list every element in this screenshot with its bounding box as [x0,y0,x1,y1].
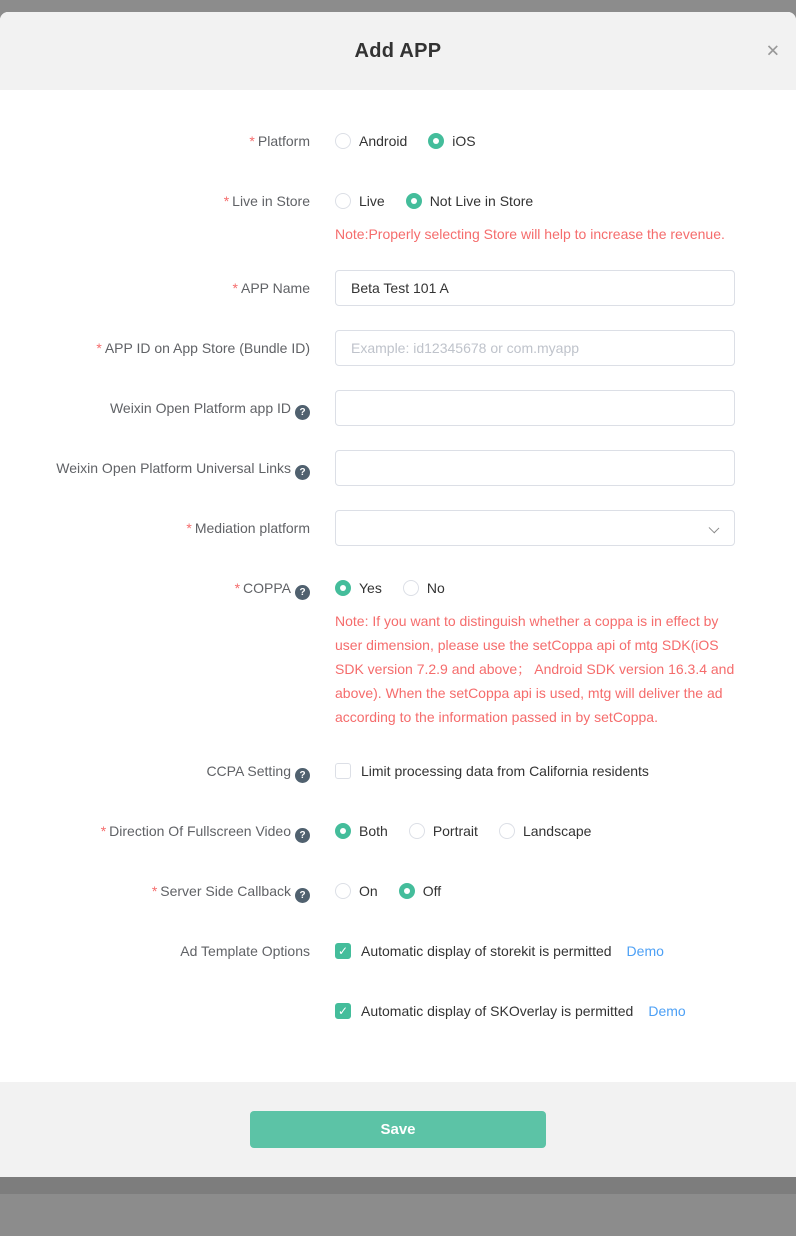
radio-store-live[interactable] [335,193,385,209]
radio-unselected-icon [335,883,351,899]
radio-unselected-icon [499,823,515,839]
form-row-coppa [0,570,796,729]
radio-label: Off [422,883,442,899]
radio-label: Yes [359,580,382,596]
storekit-checkbox[interactable] [335,943,612,959]
live-in-store-label [0,183,310,246]
label-text: Weixin Open Platform app ID [109,400,291,416]
radio-label: Portrait [432,823,478,839]
platform-label [0,123,310,159]
form-row-weixin-app-id [0,390,796,426]
radio-selected-icon [428,133,444,149]
storekit-demo-link[interactable]: Demo [626,943,664,959]
form-row-live-in-store [0,183,796,246]
checkbox-unchecked-icon [335,763,351,779]
label-text: Ad Template Options [180,943,310,959]
radio-selected-icon [406,193,422,209]
radio-label: Landscape [522,823,592,839]
radio-unselected-icon [403,580,419,596]
add-app-modal [0,12,796,1177]
page-backdrop-bottom [0,1177,796,1194]
radio-label: On [359,883,378,899]
radio-label: Android [359,133,408,149]
form-row-weixin-universal-links [0,450,796,486]
radio-selected-icon [335,580,351,596]
empty-label [0,993,310,1029]
radio-callback-on[interactable] [335,883,378,899]
close-icon[interactable]: ✕ [765,41,780,61]
radio-direction-both[interactable] [335,823,388,839]
form-row-ccpa [0,753,796,789]
app-name-label [0,270,310,306]
form-row-direction [0,813,796,849]
label-text: Weixin Open Platform Universal Links [56,460,291,476]
form-row-ad-template-storekit [0,933,796,969]
coppa-note: Note: If you want to distinguish whether a coppa is in effect by user dimension, please use the setCoppa api of mtg SDK(iOS SDK version 7.2.9 and above； Android SDK version 16.3.4 and above). When the setCoppa api is used, mtg will deliver the ad according to the information passed in by setCoppa. [335,613,735,725]
skoverlay-checkbox[interactable] [335,1003,633,1019]
radio-unselected-icon [409,823,425,839]
coppa-label [0,570,310,729]
radio-selected-icon [335,823,351,839]
ad-template-label [0,933,310,969]
direction-label [0,813,310,849]
modal-header [0,12,796,90]
required-asterisk: * [232,280,238,296]
required-asterisk: * [249,133,255,149]
form-row-server-callback [0,873,796,909]
skoverlay-demo-link[interactable]: Demo [648,1003,686,1019]
checkbox-label: Limit processing data from California residents [361,763,649,779]
bundle-id-input[interactable] [335,330,735,366]
modal-footer [0,1082,796,1177]
form-row-app-name [0,270,796,306]
radio-unselected-icon [335,133,351,149]
required-asterisk: * [223,193,230,209]
radio-platform-ios[interactable] [428,133,475,149]
help-icon[interactable]: ? [295,585,310,600]
label-text: Direction Of Fullscreen Video [109,823,291,839]
live-in-store-note: Note:Properly selecting Store will help to increase the revenue. [335,226,725,242]
label-text: APP Name [241,280,310,296]
required-asterisk: * [186,520,192,536]
label-text: Platform [257,133,310,149]
required-asterisk: * [100,823,107,839]
radio-direction-landscape[interactable] [499,823,592,839]
chevron-down-icon [709,523,720,534]
required-asterisk: * [96,340,102,356]
radio-label: iOS [452,133,476,149]
help-icon[interactable]: ? [295,888,310,903]
form-row-platform [0,123,796,159]
weixin-universal-links-input[interactable] [335,450,735,486]
radio-store-not-live[interactable] [406,193,534,209]
radio-selected-icon [399,883,415,899]
checkbox-checked-icon: ✓ [335,943,351,959]
mediation-platform-select[interactable] [335,510,735,546]
add-app-form [0,90,796,1082]
label-text: Live in Store [232,193,310,209]
help-icon[interactable]: ? [295,405,310,420]
radio-direction-portrait[interactable] [409,823,478,839]
radio-unselected-icon [335,193,351,209]
help-icon[interactable]: ? [295,828,310,843]
radio-label: No [426,580,445,596]
label-text: APP ID on App Store (Bundle ID) [104,340,310,356]
help-icon[interactable]: ? [295,465,310,480]
form-row-ad-template-skoverlay [0,993,796,1029]
label-text: CCPA Setting [206,763,291,779]
label-text: Mediation platform [194,520,310,536]
page-backdrop-top [0,0,796,12]
checkbox-checked-icon: ✓ [335,1003,351,1019]
radio-label: Live [359,193,385,209]
weixin-app-id-label [0,390,310,426]
checkbox-label: Automatic display of SKOverlay is permitted [361,1003,634,1019]
radio-platform-android[interactable] [335,133,407,149]
help-icon[interactable]: ? [295,768,310,783]
mediation-platform-label [0,510,310,546]
checkbox-label: Automatic display of storekit is permitted [361,943,612,959]
app-name-input[interactable] [335,270,735,306]
save-button[interactable]: Save [250,1111,546,1148]
label-text: COPPA [243,580,291,596]
modal-title: Add APP [354,39,442,62]
server-callback-label [0,873,310,909]
ccpa-checkbox[interactable] [335,763,649,779]
required-asterisk: * [234,580,241,596]
weixin-universal-links-label [0,450,310,486]
radio-label: Both [359,823,388,839]
form-row-mediation-platform [0,510,796,546]
required-asterisk: * [151,883,158,899]
radio-label: Not Live in Store [429,193,534,209]
radio-coppa-no[interactable] [403,580,445,596]
radio-coppa-yes[interactable] [335,580,382,596]
form-row-bundle-id [0,330,796,366]
weixin-app-id-input[interactable] [335,390,735,426]
bundle-id-label [0,330,310,366]
ccpa-label [0,753,310,789]
radio-callback-off[interactable] [399,883,441,899]
label-text: Server Side Callback [160,883,291,899]
